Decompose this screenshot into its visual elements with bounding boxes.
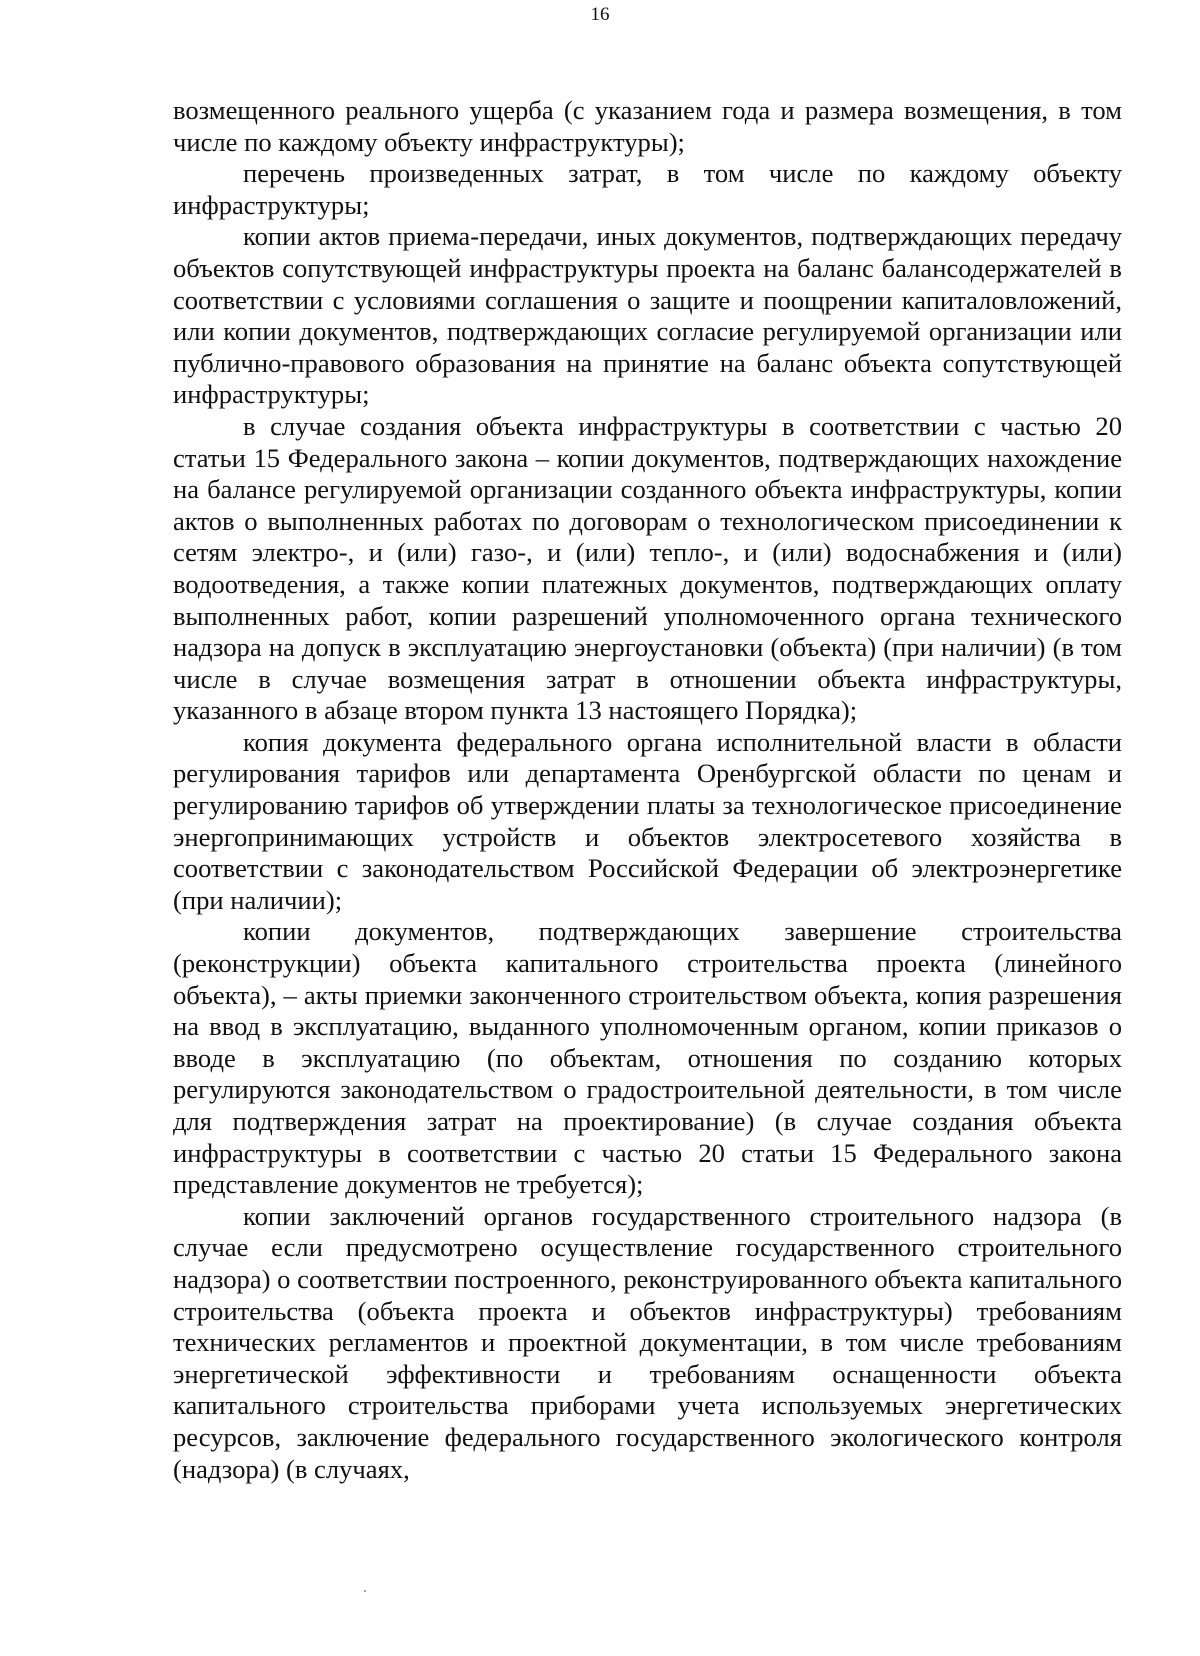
paragraph-construction-completion: копии документов, подтверждающих завершение строительства (реконструкции) объекта капитального строительства проекта (линейного объекта), – акты приемки законченного строительством объекта, копия разрешения на ввод в эксплуатацию, выданного уполномоченным органом, копии приказов о вводе в эксплуатацию (по объектам, отношения по созданию которых регулируются законодательством о градостроительной деятельности, в том числе для подтверждения затрат на проектирование) (в случае создания объекта инфраструктуры в соответствии с частью 20 статьи 15 Федерального закона представление документов не требуется); xyxy=(173,916,1122,1200)
paragraph-supervision-conclusions: копии заключений органов государственного строительного надзора (в случае если предусмотрено осуществление государственного строительного надзора) о соответствии построенного, реконструированного объекта капитального строительства (объекта проекта и объектов инфраструктуры) требованиям технических регламентов и проектной документации, в том числе требованиям энергетической эффективности и требованиям оснащенности объекта капитального строительства приборами учета используемых энергетических ресурсов, заключение федерального государственного экологического контроля (надзора) (в случаях, xyxy=(173,1200,1122,1484)
paragraph-transfer-acts: копии актов приема-передачи, иных документов, подтверждающих передачу объектов сопутствующей инфраструктуры проекта на баланс балансодержателей в соответствии с условиями соглашения о защите и поощрении капиталовложений, или копии документов, подтверждающих согласие регулируемой организации или публично-правового образования на принятие на баланс объекта сопутствующей инфраструктуры; xyxy=(173,221,1122,410)
document-body xyxy=(173,95,1122,1485)
paragraph-tariff-document: копия документа федерального органа исполнительной власти в области регулирования тарифов или департамента Оренбургской области по ценам и регулированию тарифов об утверждении платы за технологическое присоединение энергопринимающих устройств и объектов электросетевого хозяйства в соответствии с законодательством Российской Федерации об электроэнергетике (при наличии); xyxy=(173,726,1122,915)
paragraph-continuation: возмещенного реального ущерба (с указанием года и размера возмещения, в том числе по каждому объекту инфраструктуры); xyxy=(173,95,1122,157)
scan-speck xyxy=(364,1590,366,1592)
paragraph-cost-list: перечень произведенных затрат, в том числе по каждому объекту инфраструктуры; xyxy=(173,158,1122,220)
paragraph-infrastructure-creation: в случае создания объекта инфраструктуры в соответствии с частью 20 статьи 15 Федерального закона – копии документов, подтверждающих нахождение на балансе регулируемой организации созданного объекта инфраструктуры, копии актов о выполненных работах по договорам о технологическом присоединении к сетям электро-, и (или) газо-, и (или) тепло-, и (или) водоснабжения и (или) водоотведения, а также копии платежных документов, подтверждающих оплату выполненных работ, копии разрешений уполномоченного органа технического надзора на допуск в эксплуатацию энергоустановки (объекта) (при наличии) (в том числе в случае возмещения затрат в отношении объекта инфраструктуры, указанного в абзаце втором пункта 13 настоящего Порядка); xyxy=(173,410,1122,726)
page-number: 16 xyxy=(590,4,610,25)
